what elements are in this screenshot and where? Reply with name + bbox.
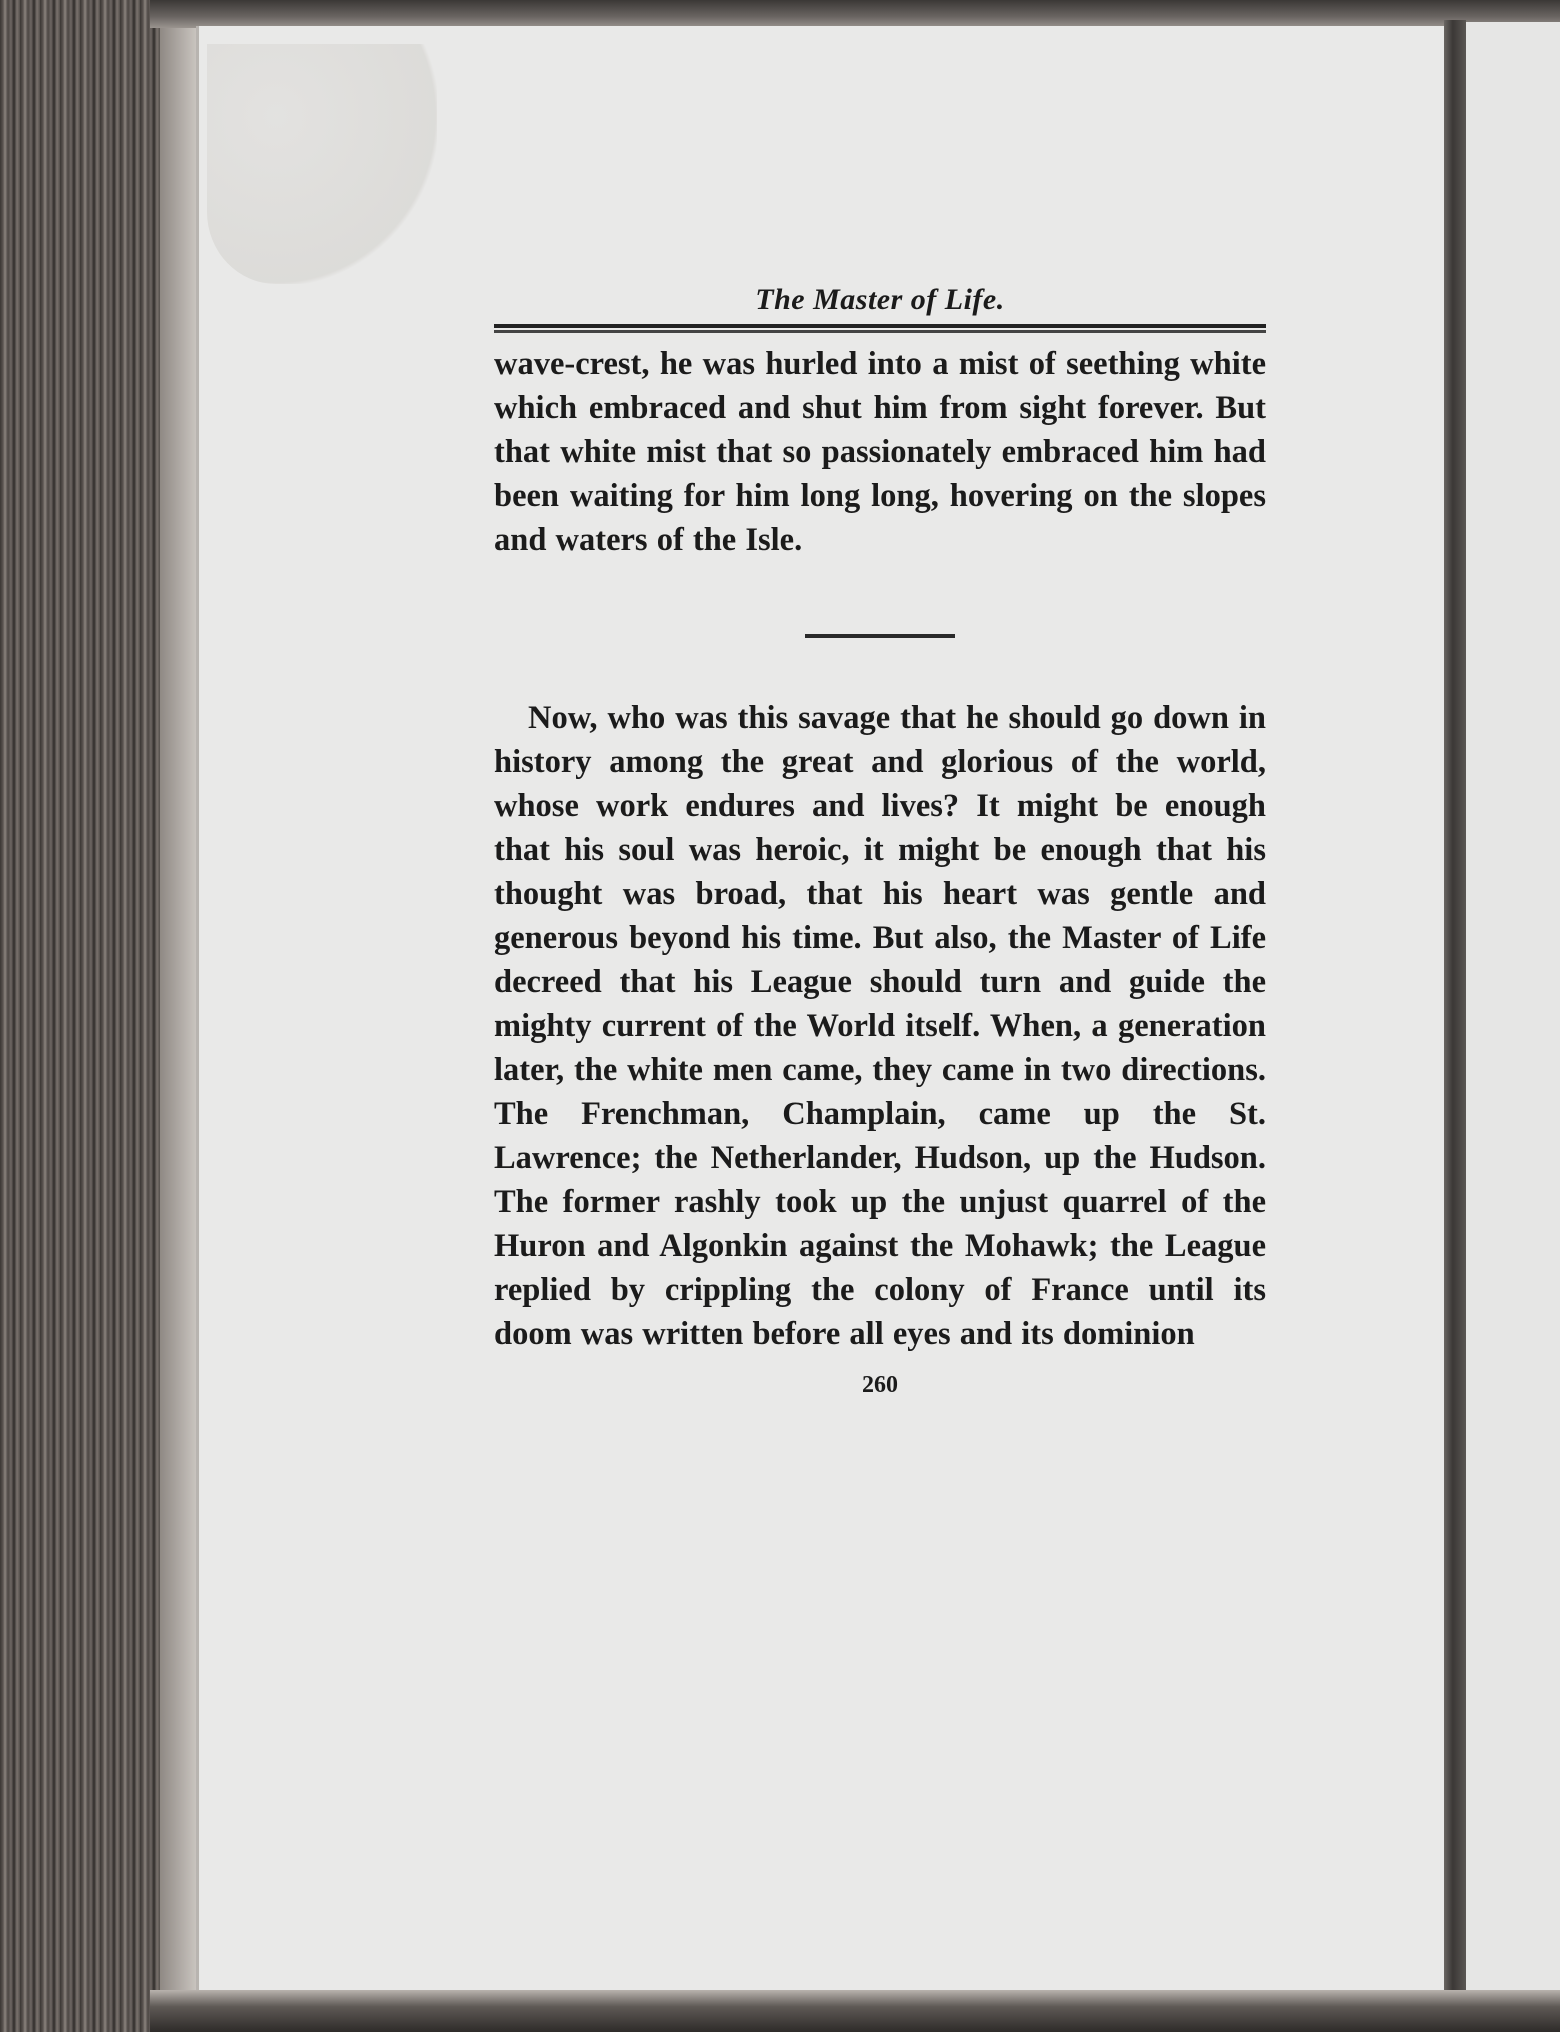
running-head: The Master of Life. [755,283,1005,316]
paragraph-2 [494,696,1266,1356]
bottom-edge [150,1990,1560,2032]
paragraph-1: wave-crest, he was hurled into a mist of seething white which embraced and shut him from sight forever. But that white mist that so passionately embraced him had been waiting for him long long, hovering on the slopes and waters of the Isle. [494,346,1266,558]
gutter [1444,20,1466,2000]
section-break-rule [805,634,955,638]
page-content [494,278,1266,1400]
page-number: 260 [862,1372,898,1398]
facing-page-edge [1466,22,1560,1997]
book-edge [0,0,200,2032]
top-edge [150,0,1560,28]
paragraph-2-text: Now, who was this savage that he should go down in history among the great and glorious of the world, whose work endures and lives? It might be enough that his soul was heroic, it might be enough that his thought was broad, that his heart was gentle and generous beyond his time. But also, the Master of Life decreed that his League should turn and guide the mighty current of the World itself. When, a generation later, the white men came, they came in two directions. The Frenchman, Champlain, came up the St. Lawrence; the Netherlander, Hudson, up the Hudson. The former rashly took up the unjust quarrel of the Huron and Algonkin against the Mohawk; the League replied by crippling the colony of France until its doom was written before all eyes and its dominion [494,700,1266,1352]
header-rule [494,324,1266,330]
